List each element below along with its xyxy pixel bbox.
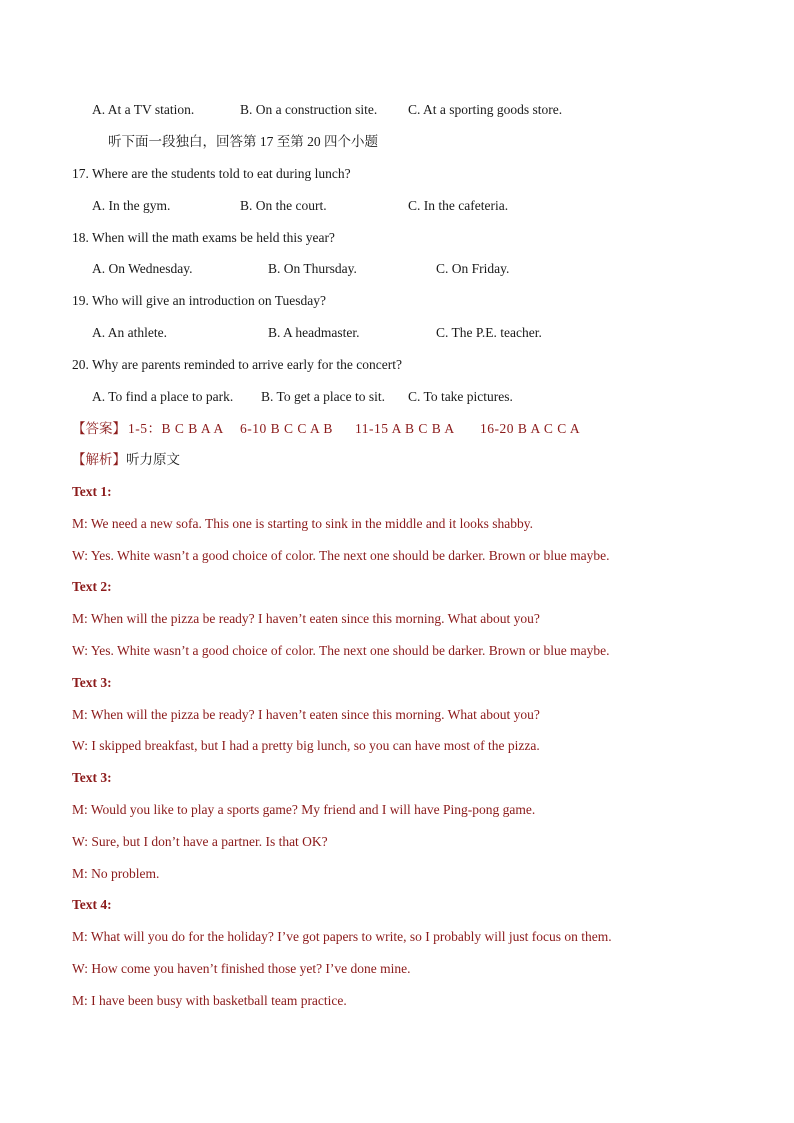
transcript-heading: Text 4: xyxy=(72,897,112,912)
transcript-line: M: What will you do for the holiday? I’ve got papers to write, so I probably will just focus on them. xyxy=(72,929,612,944)
question-18: 18. When will the math exams be held this year? xyxy=(72,230,335,245)
q20-option-a: A. To find a place to park. xyxy=(92,389,234,404)
question-17: 17. Where are the students told to eat during lunch? xyxy=(72,166,351,181)
q19-option-a: A. An athlete. xyxy=(92,325,167,340)
answer-group-3: 11-15 A B C B A xyxy=(355,421,455,436)
answer-group-1: 1-5：B C B A A xyxy=(128,421,224,436)
answer-key xyxy=(72,418,754,440)
answer-group-4: 16-20 B A C C A xyxy=(480,421,581,436)
analysis-label: 【解析】 xyxy=(72,452,126,467)
transcript-line: M: Would you like to play a sports game? My friend and I will have Ping-pong game. xyxy=(72,802,536,817)
transcript-heading: Text 3: xyxy=(72,770,112,785)
transcript-line: M: When will the pizza be ready? I haven’t eaten since this morning. What about you? xyxy=(72,611,540,626)
q16-option-c: C. At a sporting goods store. xyxy=(408,102,563,117)
q20-option-b: B. To get a place to sit. xyxy=(261,389,386,404)
transcript-line: W: I skipped breakfast, but I had a pretty big lunch, so you can have most of the pizza. xyxy=(72,738,540,753)
transcript-line: M: When will the pizza be ready? I haven’t eaten since this morning. What about you? xyxy=(72,707,540,722)
question-17-options xyxy=(72,195,754,217)
q20-option-c: C. To take pictures. xyxy=(408,389,513,404)
monologue-instruction: 听下面一段独白，回答第 17 至第 20 四个小题 xyxy=(108,134,378,149)
transcript-line: W: Sure, but I don’t have a partner. Is that OK? xyxy=(72,834,328,849)
transcript-line: M: We need a new sofa. This one is starting to sink in the middle and it looks shabby. xyxy=(72,516,533,531)
transcript-line: M: I have been busy with basketball team practice. xyxy=(72,993,347,1008)
q17-option-c: C. In the cafeteria. xyxy=(408,198,509,213)
q19-option-b: B. A headmaster. xyxy=(268,325,360,340)
transcript-line: W: How come you haven’t finished those yet? I’ve done mine. xyxy=(72,961,411,976)
q18-option-c: C. On Friday. xyxy=(436,261,510,276)
transcript-heading: Text 3: xyxy=(72,675,112,690)
q16-option-a: A. At a TV station. xyxy=(92,102,195,117)
q16-options xyxy=(72,99,754,121)
q16-option-b: B. On a construction site. xyxy=(240,102,378,117)
transcript-heading: Text 1: xyxy=(72,484,112,499)
answer-label: 【答案】 xyxy=(72,421,126,436)
q19-option-c: C. The P.E. teacher. xyxy=(436,325,542,340)
question-19-options xyxy=(72,322,754,344)
transcript-line: M: No problem. xyxy=(72,866,160,881)
q17-option-a: A. In the gym. xyxy=(92,198,171,213)
transcript-line: W: Yes. White wasn’t a good choice of color. The next one should be darker. Brown or blue maybe. xyxy=(72,643,610,658)
question-18-options xyxy=(72,258,754,280)
q18-option-b: B. On Thursday. xyxy=(268,261,357,276)
transcript-heading: Text 2: xyxy=(72,579,112,594)
analysis-text: 听力原文 xyxy=(126,452,180,467)
question-20: 20. Why are parents reminded to arrive early for the concert? xyxy=(72,357,402,372)
question-19: 19. Who will give an introduction on Tuesday? xyxy=(72,293,326,308)
transcript-line: W: Yes. White wasn’t a good choice of color. The next one should be darker. Brown or blue maybe. xyxy=(72,548,610,563)
analysis-heading xyxy=(72,449,754,471)
answer-group-2: 6-10 B C C A B xyxy=(240,421,333,436)
question-20-options xyxy=(72,386,754,408)
q18-option-a: A. On Wednesday. xyxy=(92,261,193,276)
q17-option-b: B. On the court. xyxy=(240,198,327,213)
